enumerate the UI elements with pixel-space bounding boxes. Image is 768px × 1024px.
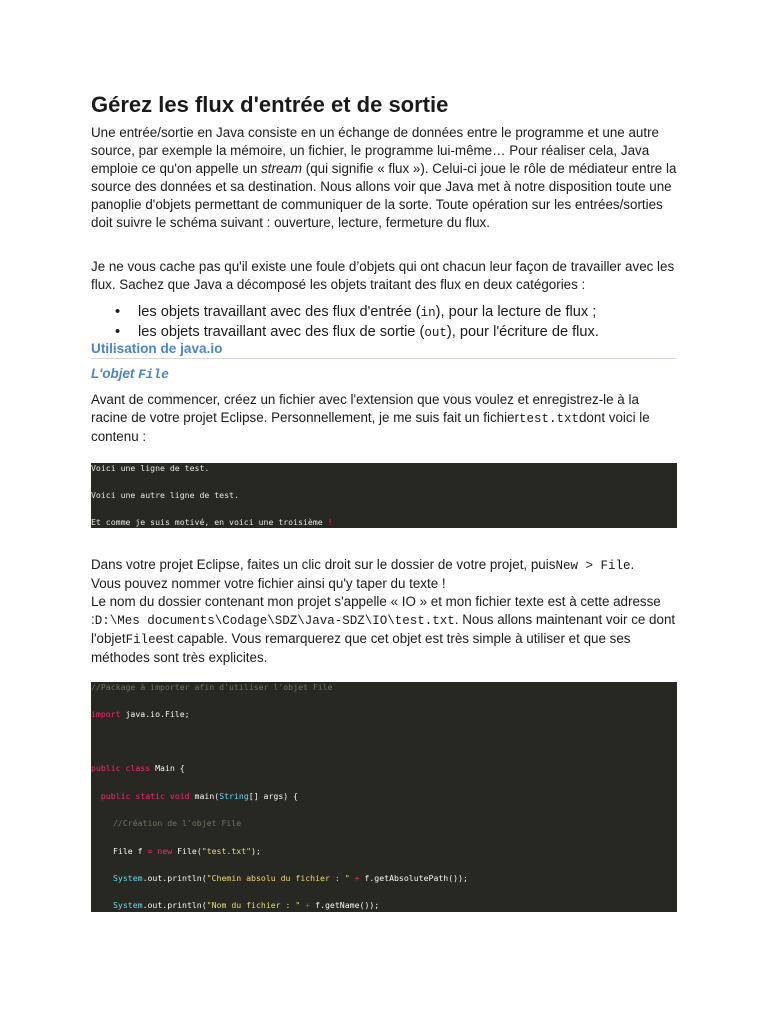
code-keyword: class <box>125 763 151 773</box>
inline-code: File <box>125 633 156 647</box>
code-line <box>91 517 333 527</box>
code-text: Main { <box>150 763 185 773</box>
code-line <box>113 846 261 856</box>
code-string: "test.txt" <box>201 846 252 856</box>
stream-term: stream <box>261 161 303 176</box>
code-type: System <box>113 873 143 883</box>
code-text: f.getAbsolutePath()); <box>359 873 468 883</box>
code-string: "Nom du fichier : " <box>206 900 301 910</box>
subsection-heading <box>91 366 169 382</box>
bullet-mark: • <box>115 323 121 340</box>
code-line <box>91 791 298 801</box>
code-keyword: public <box>91 763 121 773</box>
code-text: f.getName()); <box>310 900 380 910</box>
inline-code: test.txt <box>518 412 579 426</box>
code-line <box>113 873 468 883</box>
code-operator: = <box>147 846 153 856</box>
list-text: ), pour la lecture de flux ; <box>435 304 597 320</box>
code-line: Voici une ligne de test. <box>91 463 210 473</box>
code-keyword: void <box>169 791 190 801</box>
code-text: main( <box>189 791 220 801</box>
code-text: Et comme je suis motivé, en voici une troisième <box>91 517 328 527</box>
categories-paragraph: Je ne vous cache pas qu'il existe une foule d’objets qui ont chacun leur façon de travailler avec les flux. Sachez que Java a décomposé les objets traitant des flux en deux catégories : <box>91 259 675 292</box>
list-text: ), pour l'écriture de flux. <box>446 323 599 340</box>
para-text: Avant de commencer, créez un fichier avec l'extension que vous voulez et enregistrez-le à la racine de votre projet Eclipse. Personnellement, je me suis fait un fichier <box>91 392 639 425</box>
code-line <box>113 818 241 828</box>
para-text: . <box>630 557 635 572</box>
java-code-block <box>91 682 677 912</box>
code-text: [] args) { <box>248 791 299 801</box>
code-text: .out.println( <box>142 900 207 910</box>
create-file-paragraph <box>91 391 677 446</box>
code-text: java.io.File; <box>120 709 190 719</box>
code-keyword: import <box>91 709 121 719</box>
code-operator: + <box>354 873 360 883</box>
code-type: String <box>219 791 249 801</box>
para-text: Dans votre projet Eclipse, faites un clic droit sur le dossier de votre projet, puis <box>91 557 556 572</box>
code-operator: + <box>305 900 311 910</box>
para-text: est capable. Vous remarquerez que cet objet est très simple à utiliser et que ses méthodes sont très explicites. <box>91 631 631 665</box>
code-string: "Chemin absolu du fichier : " <box>206 873 350 883</box>
intro-text-2: (qui signifie « flux »). Celui-ci joue le rôle de médiateur entre la source des données et sa destination. Nous allons voir que Java met à notre disposition toute une panoplie d'objets permettant de communiquer de la sorte. Toute opération sur les entrées/sorties doit suivre le schéma suivant : ouverture, lecture, fermeture du flux. <box>91 161 677 230</box>
code-line <box>91 709 190 719</box>
subsection-text: L'objet <box>91 366 139 381</box>
code-comment: //Package à importer afin d'utiliser l'objet File <box>91 682 333 692</box>
flux-categories-list <box>91 303 677 342</box>
code-line: Voici une autre ligne de test. <box>91 490 239 500</box>
code-text: .out.println( <box>142 873 207 883</box>
intro-paragraph <box>91 124 677 232</box>
code-comment: //Création de l'objet File <box>113 818 242 828</box>
para-text: Le nom du dossier contenant mon projet s'appelle « IO » et mon fichier texte est à cette adresse : <box>91 594 661 627</box>
inline-code: out <box>424 325 447 340</box>
bullet-mark: • <box>115 304 121 320</box>
list-text: les objets travaillant avec des flux d'entrée ( <box>138 304 421 320</box>
list-item-output <box>91 323 677 343</box>
file-contents-code-block <box>91 463 677 528</box>
code-punct: ! <box>327 517 333 527</box>
list-text: les objets travaillant avec des flux de sortie ( <box>138 323 425 340</box>
code-line <box>91 763 185 773</box>
code-line <box>91 682 333 692</box>
section-heading: Utilisation de java.io <box>91 341 677 359</box>
inline-code: D:\Mes documents\Codage\SDZ\Java-SDZ\IO\test.txt <box>94 614 455 628</box>
inline-code: New > File <box>555 559 631 573</box>
code-keyword: public <box>100 791 131 801</box>
code-text: ); <box>251 846 261 856</box>
code-text: File f <box>113 846 148 856</box>
eclipse-paragraph <box>91 556 677 667</box>
code-text: File( <box>172 846 202 856</box>
code-indent <box>91 791 101 801</box>
para-text: dont voici le contenu : <box>91 410 650 444</box>
page-title: Gérez les flux d'entrée et de sortie <box>91 92 449 117</box>
code-line <box>113 900 379 910</box>
para-text: . Nous allons maintenant voir ce dont l'objet <box>91 612 676 646</box>
subsection-code: File <box>138 367 169 382</box>
inline-code: in <box>420 306 436 320</box>
code-type: System <box>113 900 143 910</box>
code-keyword: new <box>157 846 173 856</box>
list-item-input <box>91 303 677 323</box>
intro-text-1: Une entrée/sortie en Java consiste en un échange de données entre le programme et une autre source, par exemple la mémoire, un fichier, le programme lui-même… Pour réaliser cela, Java emploie ce qu'on appelle un <box>91 125 659 176</box>
para-text: Vous pouvez nommer votre fichier ainsi qu'y taper du texte ! <box>91 576 446 591</box>
code-keyword: static <box>135 791 165 801</box>
